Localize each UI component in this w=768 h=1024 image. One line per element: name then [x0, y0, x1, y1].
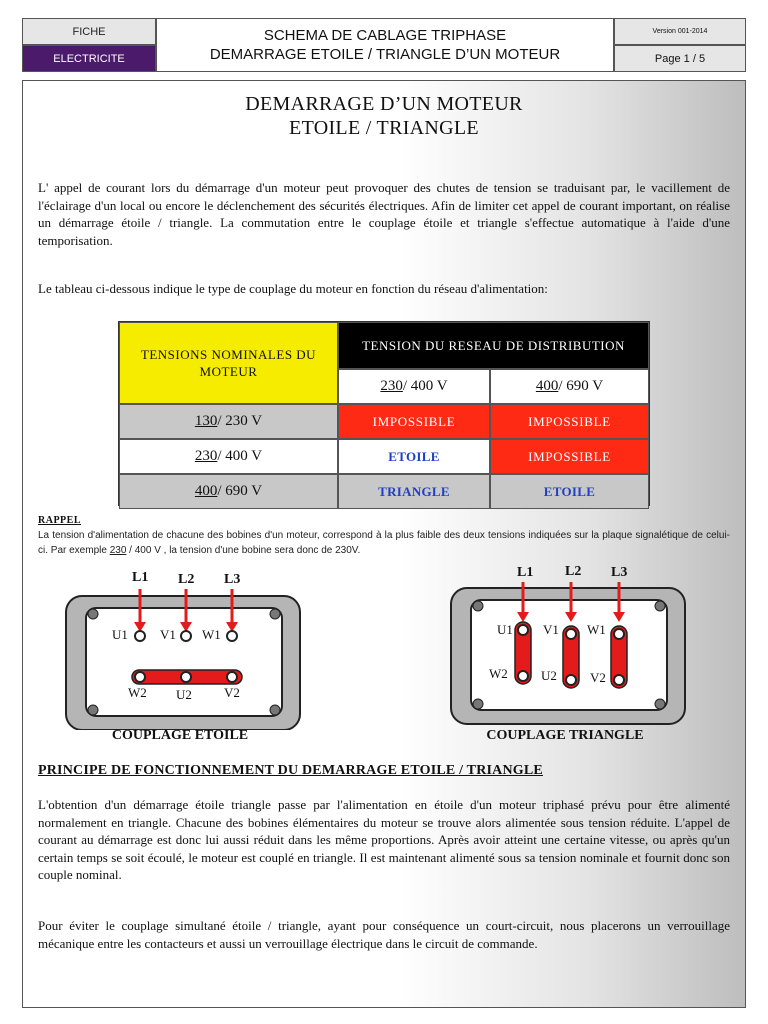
table-cell-result: IMPOSSIBLE [490, 439, 649, 474]
table-cell-result: IMPOSSIBLE [338, 404, 490, 439]
header-title-line2: DEMARRAGE ETOILE / TRIANGLE D’UN MOTEUR [209, 46, 561, 63]
header-nominal-voltage: TENSIONS NOMINALES DU MOTEUR [119, 322, 338, 404]
caption-delta: COUPLAGE TRIANGLE [486, 728, 644, 743]
line-label-l2: L2 [178, 572, 195, 587]
rappel-heading: RAPPEL [38, 515, 81, 526]
table-intro: Le tableau ci-dessous indique le type de couplage du moteur en fonction du réseau d'alimentation: [38, 281, 548, 296]
network-voltage-1: 230 / 400 V [338, 369, 490, 404]
terminal-u1: U1 [112, 627, 128, 642]
category-label: ELECTRICITE [22, 45, 156, 72]
terminal-v2: V2 [224, 685, 240, 700]
terminal-u2: U2 [541, 668, 557, 683]
intro-paragraph: L' appel de courant lors du démarrage d'un moteur peut provoquer des chutes de tension se traduisant par, le vacillement de l'éclairage d'un local ou encore le déclenchement des sécurités électriques. Afin de limiter cet appel de courant important, on réalise un démarrage étoile / triangle. La commutation entre le couplage étoile et triangle s'effectue automatique à l'aide d'une temporisation. [38, 180, 730, 248]
star-coupling-diagram [62, 560, 322, 760]
table-cell-result: ETOILE [490, 474, 649, 509]
caption-star: COUPLAGE ETOILE [111, 728, 249, 743]
table-cell-result: ETOILE [338, 439, 490, 474]
terminal-v1: V1 [160, 627, 176, 642]
terminal-u2: U2 [176, 687, 192, 702]
delta-terminal-box [447, 560, 707, 730]
header-title [156, 18, 614, 72]
network-voltage-2: 400 / 690 V [490, 369, 649, 404]
line-label-l1: L1 [132, 570, 149, 585]
terminal-v2: V2 [590, 670, 606, 685]
page-number: Page 1 / 5 [614, 45, 746, 72]
delta-coupling-diagram [447, 560, 707, 760]
principle-paragraph-1: L'obtention d'un démarrage étoile triangle passe par l'alimentation en étoile d'un moteur triphasé prévu pour être alimenté normalement en triangle. Chacune des bobines élémentaires du moteur se trouve alors alimentée sous tension réduite. L'appel de courant au démarrage est donc lui aussi réduit dans les même proportions. Après avoir atteint une certaine vitesse, ou après qu'un certain temps se soit écoulé, le moteur est couplé en triangle. Il est maintenant alimenté sous sa tension nominale et fournit donc son couple nominal. [38, 797, 730, 882]
table-cell-result: IMPOSSIBLE [490, 404, 649, 439]
line-label-l3: L3 [611, 565, 628, 580]
terminal-w2: W2 [489, 666, 508, 681]
header-title-line1: SCHEMA DE CABLAGE TRIPHASE [263, 27, 507, 44]
document-title-line2: ETOILE / TRIANGLE [289, 117, 479, 139]
table-row-motor-voltage: 130 / 230 V [119, 404, 338, 439]
line-label-l3: L3 [224, 572, 241, 587]
document-title [0, 92, 768, 140]
line-label-l2: L2 [565, 564, 582, 579]
header-network-voltage: TENSION DU RESEAU DE DISTRIBUTION [338, 322, 649, 369]
principle-paragraph-2: Pour éviter le couplage simultané étoile / triangle, ayant pour conséquence un court-circuit, nous placerons un verrouillage mécanique entre les contacteurs et aussi un verrouillage électrique dans le circuit de commande. [38, 918, 730, 951]
version-label: Version 001-2014 [614, 18, 746, 45]
rappel-text: La tension d'alimentation de chacune des bobines d'un moteur, correspond à la plus faible des deux tensions indiquées sur la plaque signalétique de celui-ci. Par exemple 230 / 400 V , la tension d'une bobine sera donc de 230V. [38, 530, 730, 556]
terminal-v1: V1 [543, 622, 559, 637]
terminal-u1: U1 [497, 622, 513, 637]
terminal-w2: W2 [128, 685, 147, 700]
table-row-motor-voltage: 400 / 690 V [119, 474, 338, 509]
fiche-label: FICHE [22, 18, 156, 45]
principle-heading: PRINCIPE DE FONCTIONNEMENT DU DEMARRAGE ETOILE / TRIANGLE [38, 763, 543, 778]
line-label-l1: L1 [517, 565, 534, 580]
terminal-w1: W1 [587, 622, 606, 637]
page-header [22, 18, 746, 72]
table-cell-result: TRIANGLE [338, 474, 490, 509]
terminal-w1: W1 [202, 627, 221, 642]
table-row-motor-voltage: 230 / 400 V [119, 439, 338, 474]
document-title-line1: DEMARRAGE D’UN MOTEUR [245, 93, 523, 115]
coupling-table [118, 321, 650, 506]
